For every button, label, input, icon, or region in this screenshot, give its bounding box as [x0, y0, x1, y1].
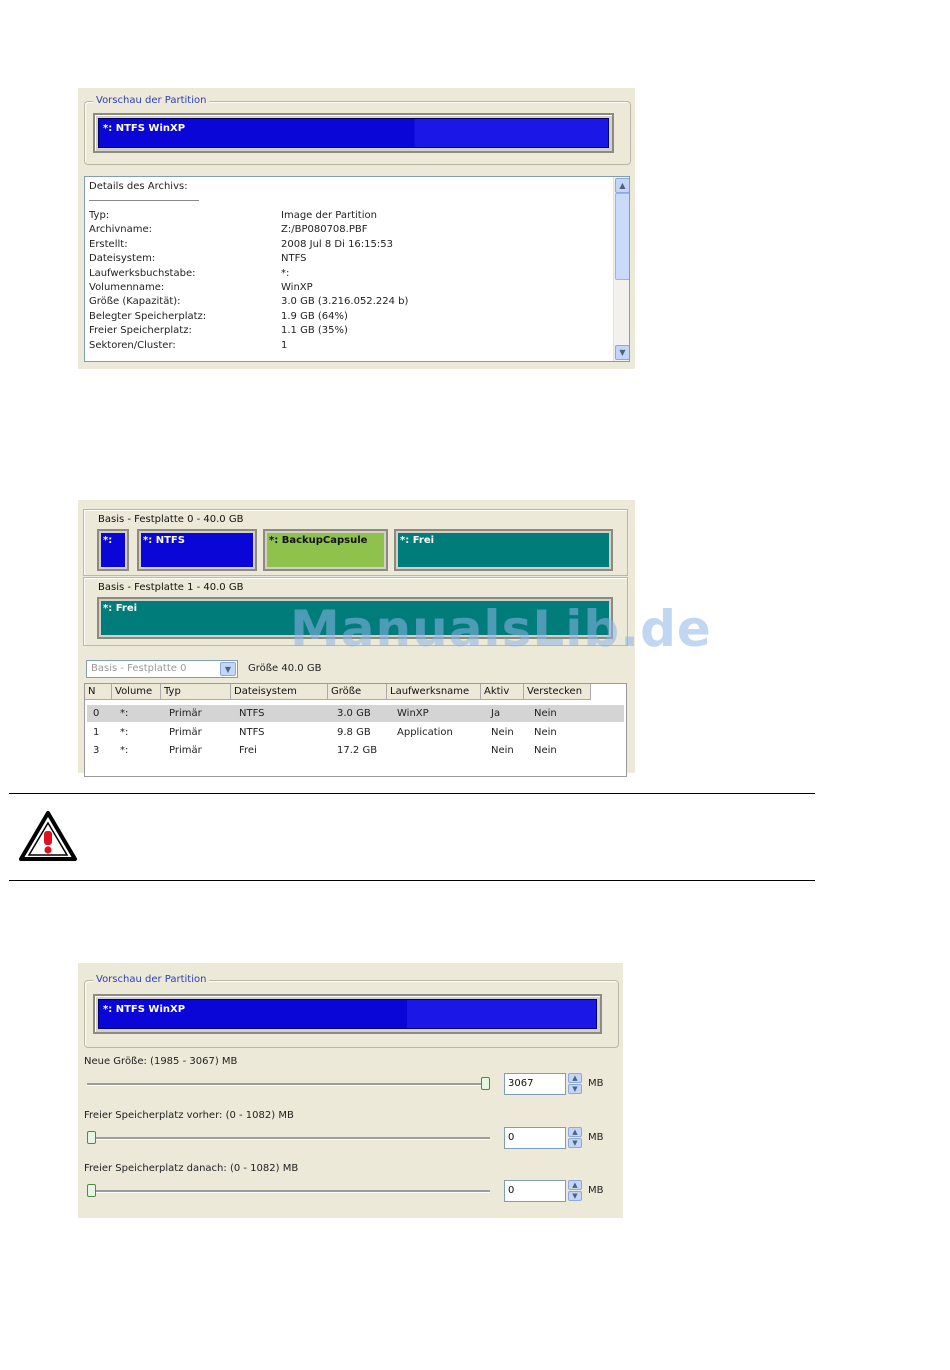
free-after-slider-thumb[interactable]	[87, 1184, 96, 1197]
table-cell: NTFS	[239, 726, 265, 738]
free-after-unit: MB	[588, 1185, 604, 1196]
table-cell: Nein	[534, 726, 557, 738]
table-cell: 17.2 GB	[337, 745, 378, 756]
free-after-label: Freier Speicherplatz danach: (0 - 1082) MB	[84, 1163, 299, 1174]
table-cell: Primär	[169, 745, 202, 756]
spin-down-icon[interactable]: ▼	[568, 1191, 582, 1201]
free-before-input[interactable]: 0	[504, 1127, 566, 1149]
table-row[interactable]	[87, 724, 624, 741]
free-after-spinner[interactable]	[568, 1180, 582, 1202]
details-value: 3.0 GB (3.216.052.224 b)	[281, 296, 409, 308]
table-cell: Primär	[169, 708, 202, 719]
disk-select-value: Basis - Festplatte 0	[91, 663, 187, 674]
column-header[interactable]: Laufwerksname	[387, 684, 481, 700]
spin-down-icon[interactable]: ▼	[568, 1084, 582, 1094]
details-value: WinXP	[281, 282, 313, 293]
table-cell: NTFS	[239, 708, 265, 719]
chevron-down-icon[interactable]: ▼	[220, 662, 236, 676]
table-cell: 0	[93, 708, 100, 719]
archive-details-panel	[84, 176, 630, 362]
table-cell: Ja	[491, 708, 501, 719]
resize-partition-screenshot	[78, 963, 623, 1218]
archive-details-screenshot	[78, 88, 635, 369]
details-value: Image der Partition	[281, 210, 377, 221]
table-cell: Primär	[169, 726, 202, 738]
details-label: Laufwerksbuchstabe:	[89, 267, 196, 279]
details-label: Erstellt:	[89, 238, 128, 250]
table-cell: Application	[397, 726, 453, 738]
disk-size-label: Größe 40.0 GB	[248, 663, 322, 674]
column-header[interactable]: Dateisystem	[231, 684, 328, 700]
new-size-label: Neue Größe: (1985 - 3067) MB	[84, 1056, 238, 1067]
column-header[interactable]: N	[85, 684, 112, 700]
new-size-unit: MB	[588, 1078, 604, 1089]
scroll-thumb[interactable]	[615, 193, 630, 280]
partition-preview-frame-resize	[93, 994, 602, 1034]
table-cell: *:	[120, 745, 129, 756]
column-header[interactable]: Größe	[328, 684, 387, 700]
details-label: Dateisystem:	[89, 253, 156, 265]
free-before-slider-thumb[interactable]	[87, 1131, 96, 1144]
free-before-unit: MB	[588, 1131, 604, 1143]
column-header[interactable]: Aktiv	[481, 684, 524, 700]
details-value: Z:/BP080708.PBF	[281, 224, 368, 236]
spin-up-icon[interactable]: ▲	[568, 1127, 582, 1137]
table-cell: 3.0 GB	[337, 708, 371, 719]
details-value: 2008 Jul 8 Di 16:15:53	[281, 238, 393, 250]
details-label: Archivname:	[89, 224, 152, 236]
partition-preview-group	[84, 95, 631, 165]
table-cell: 3	[93, 745, 100, 756]
column-header[interactable]: Verstecken	[524, 684, 591, 700]
column-header[interactable]: Volume	[112, 684, 161, 700]
table-cell: Frei	[239, 745, 257, 756]
disk0-title: Basis - Festplatte 0 - 40.0 GB	[98, 514, 244, 525]
free-before-slider-track[interactable]	[87, 1137, 490, 1140]
disk0-frame	[83, 509, 628, 576]
details-value: 1	[281, 339, 288, 351]
new-size-slider-thumb[interactable]	[481, 1077, 490, 1090]
disk0-partition-letter-block[interactable]: *:	[97, 529, 129, 571]
details-label: Größe (Kapazität):	[89, 296, 181, 308]
partition-preview-group-resize	[84, 974, 619, 1048]
scroll-down-icon[interactable]: ▼	[615, 345, 630, 360]
details-label: Belegter Speicherplatz:	[89, 310, 207, 322]
table-cell: *:	[120, 726, 129, 738]
partition-preview-legend: Vorschau der Partition	[93, 95, 209, 106]
spin-up-icon[interactable]: ▲	[568, 1073, 582, 1083]
new-size-input[interactable]: 3067	[504, 1073, 566, 1095]
partition-bar-ntfs-winxp[interactable]: *: NTFS WinXP	[98, 118, 609, 148]
table-cell: *:	[120, 708, 129, 719]
disk0-free-space-block[interactable]: *: Frei	[394, 529, 613, 571]
table-cell: Nein	[491, 745, 514, 756]
details-label: Volumenname:	[89, 282, 165, 293]
partition-preview-legend-resize: Vorschau der Partition	[93, 974, 209, 985]
table-cell: WinXP	[397, 708, 429, 719]
column-header[interactable]: Typ	[161, 684, 231, 700]
archive-details-header: Details des Archivs:	[89, 181, 188, 192]
free-after-slider-track[interactable]	[87, 1190, 490, 1193]
table-cell: Nein	[534, 708, 557, 719]
free-before-spinner[interactable]	[568, 1127, 582, 1149]
disk-select-dropdown[interactable]	[86, 660, 238, 678]
new-size-spinner[interactable]	[568, 1073, 582, 1095]
disk0-partition-backupcapsule-block[interactable]: *: BackupCapsule	[263, 529, 388, 571]
table-cell: 1	[93, 726, 100, 738]
details-value: *:	[281, 267, 290, 279]
disk0-partition-ntfs-block[interactable]: *: NTFS	[137, 529, 257, 571]
table-row[interactable]	[87, 705, 624, 722]
table-cell: 9.8 GB	[337, 726, 371, 738]
details-value: 1.9 GB (64%)	[281, 310, 348, 322]
partition-table	[84, 683, 627, 777]
table-row[interactable]	[87, 742, 624, 759]
details-label: Sektoren/Cluster:	[89, 339, 176, 351]
details-scrollbar[interactable]	[613, 177, 629, 361]
header-underline	[89, 200, 199, 201]
free-after-input[interactable]: 0	[504, 1180, 566, 1202]
details-value: 1.1 GB (35%)	[281, 325, 348, 337]
details-label: Freier Speicherplatz:	[89, 325, 192, 337]
watermark-text: ManualsLib.de	[290, 600, 712, 658]
warning-top-rule	[9, 793, 815, 794]
disk1-free-space-block[interactable]: *: Frei	[97, 597, 613, 639]
table-cell: Nein	[534, 745, 557, 756]
disk1-title: Basis - Festplatte 1 - 40.0 GB	[98, 582, 244, 593]
spin-up-icon[interactable]: ▲	[568, 1180, 582, 1190]
partition-preview-frame	[93, 113, 614, 153]
spin-down-icon[interactable]: ▼	[568, 1138, 582, 1148]
details-label: Typ:	[89, 210, 110, 221]
partition-bar-ntfs-winxp-resize[interactable]: *: NTFS WinXP	[98, 999, 597, 1029]
table-cell: Nein	[491, 726, 514, 738]
scroll-up-icon[interactable]: ▲	[615, 178, 630, 193]
new-size-slider-track[interactable]	[87, 1083, 490, 1086]
free-before-label: Freier Speicherplatz vorher: (0 - 1082) MB	[84, 1109, 294, 1121]
warning-triangle-icon	[18, 810, 78, 862]
details-value: NTFS	[281, 253, 307, 265]
warning-bottom-rule	[9, 880, 815, 881]
